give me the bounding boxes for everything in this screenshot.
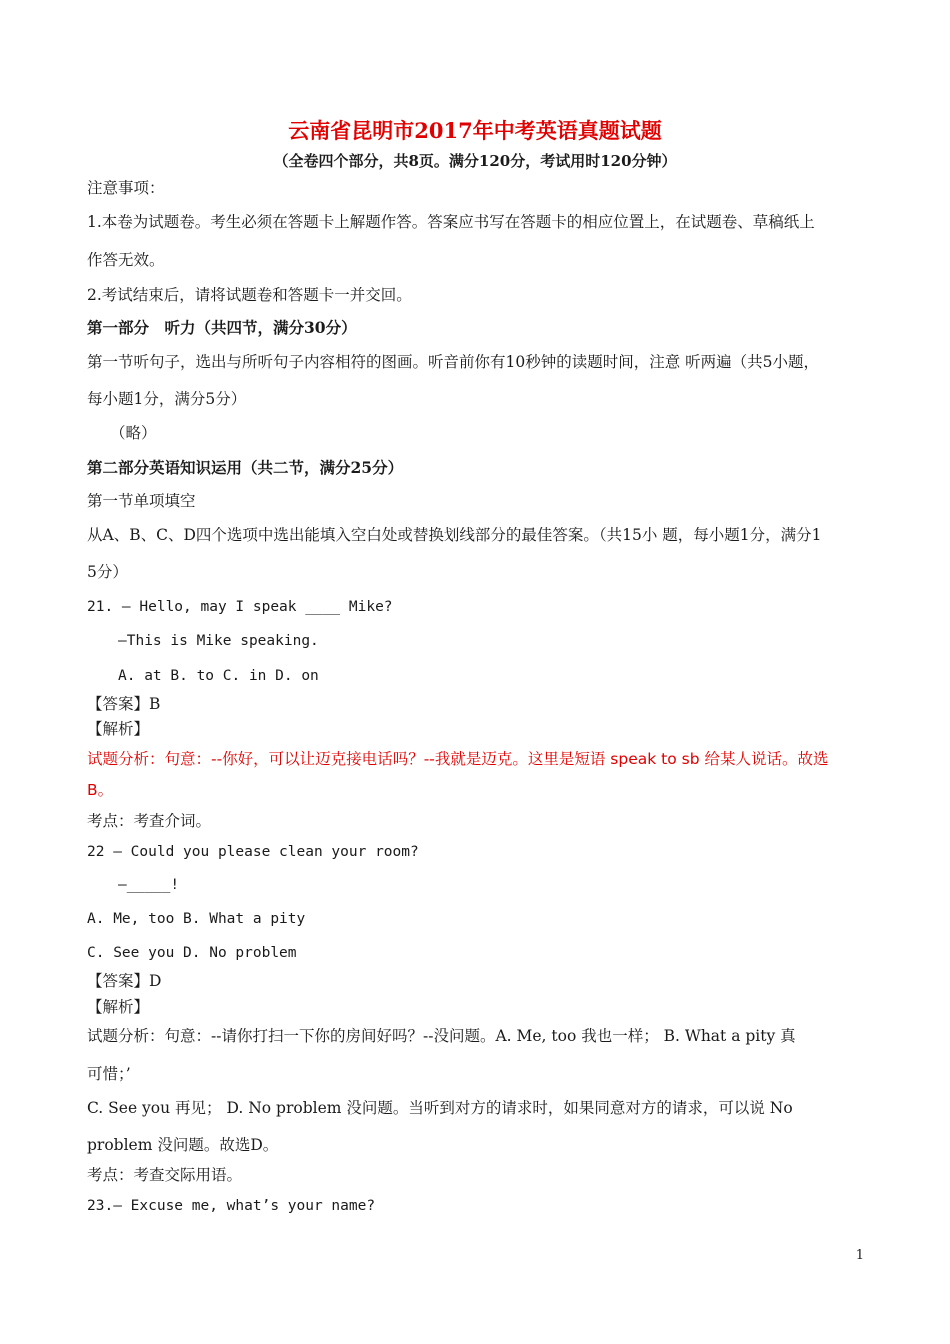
q22-analysis-line-4: problem 没问题。故选D。	[87, 1136, 279, 1154]
q22-answer: 【答案】D	[87, 972, 162, 990]
q23-stem: 23.— Excuse me, what’s your name?	[87, 1198, 376, 1214]
q22-analysis-line-1: 试题分析：句意：--请你打扫一下你的房间好吗？--没问题。A. Me, too 我也一样； B. What a pity 真	[87, 1027, 796, 1045]
q22-analysis-line-2: 可惜；’	[87, 1065, 131, 1083]
q21-answer: 【答案】B	[87, 695, 161, 713]
q22-point: 考点：考查交际用语。	[87, 1166, 243, 1184]
q21-reply: —This is Mike speaking.	[118, 633, 319, 649]
page-title: 云南省昆明市2017年中考英语真题试题	[288, 118, 662, 143]
q21-analysis-line-1: 试题分析：句意：--你好，可以让迈克接电话吗？--我就是迈克。这里是短语 speak to sb 给某人说话。故选	[87, 750, 829, 768]
notes-item-1-line-2: 作答无效。	[87, 251, 165, 269]
notes-item-1-line-1: 1.本卷为试题卷。考生必须在答题卡上解题作答。答案应书写在答题卡的相应位置上，在试题卷、草稿纸上	[87, 213, 815, 231]
page-subtitle: （全卷四个部分，共8页。满分120分，考试用时120分钟）	[273, 152, 677, 170]
part1-section1-line-2: 每小题1分，满分5分）	[87, 390, 247, 408]
q21-options: A. at B. to C. in D. on	[118, 668, 319, 684]
part1-omitted: （略）	[110, 424, 157, 442]
part2-section1-title: 第一节单项填空	[87, 492, 196, 510]
q21-point: 考点：考查介词。	[87, 812, 212, 830]
part1-section1-line-1: 第一节听句子，选出与所听句子内容相符的图画。听音前你有10秒钟的读题时间，注意 听两遍（共5小题，	[87, 353, 820, 371]
q22-reply: —_____!	[118, 877, 180, 893]
q21-stem: 21. — Hello, may I speak ____ Mike?	[87, 599, 393, 615]
part2-instructions-line-1: 从A、B、C、D四个选项中选出能填入空白处或替换划线部分的最佳答案。（共15小 题，每小题1分，满分1	[87, 526, 822, 544]
q22-analysis-label: 【解析】	[87, 998, 150, 1016]
q22-options-cd: C. See you D. No problem	[87, 945, 297, 961]
q21-analysis-line-2: B。	[87, 781, 114, 799]
part2-instructions-line-2: 5分）	[87, 563, 128, 581]
q22-options-ab: A. Me, too B. What a pity	[87, 911, 306, 927]
part2-heading: 第二部分英语知识运用（共二节，满分25分）	[87, 458, 404, 477]
q22-stem: 22 — Could you please clean your room?	[87, 844, 419, 860]
q22-analysis-line-3: C. See you 再见； D. No problem 没问题。当听到对方的请求时，如果同意对方的请求，可以说 No	[87, 1099, 793, 1117]
q21-analysis-label: 【解析】	[87, 720, 150, 738]
part1-heading: 第一部分 听力（共四节，满分30分）	[87, 318, 357, 337]
page-number: 1	[855, 1248, 864, 1263]
notes-item-2: 2.考试结束后，请将试题卷和答题卡一并交回。	[87, 286, 412, 304]
notes-heading: 注意事项：	[87, 179, 165, 197]
